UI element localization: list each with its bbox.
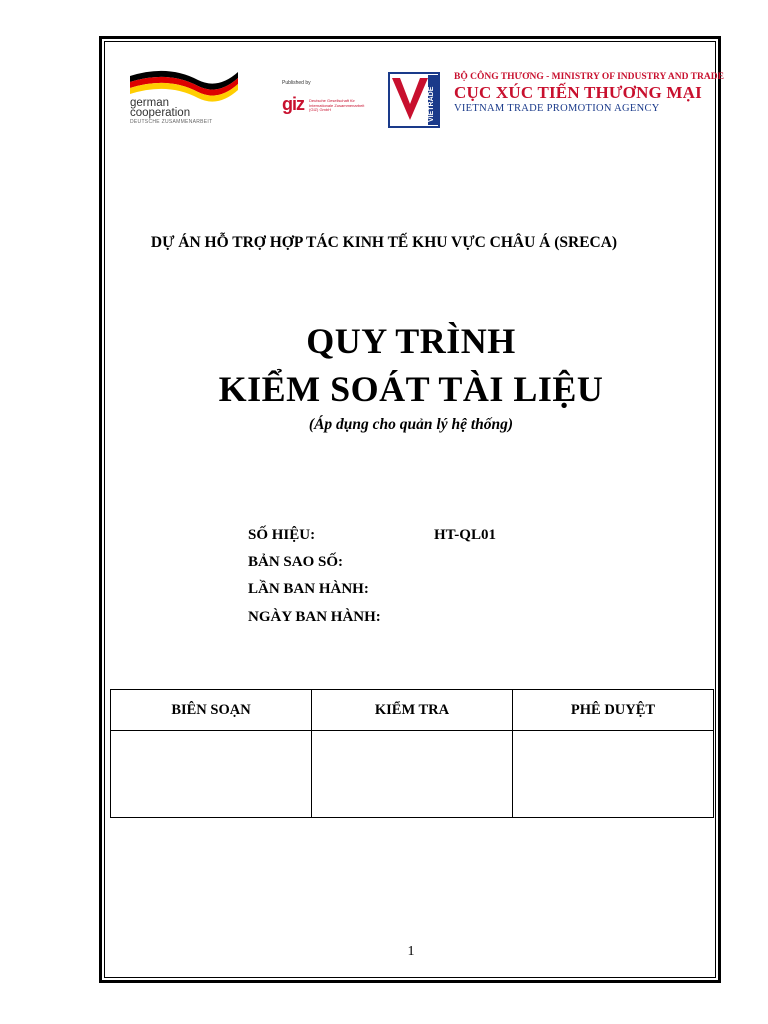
giz-mark: giz [282, 94, 304, 114]
approval-header-kiem-tra: KIỂM TRA [312, 690, 513, 731]
doc-title-line1: QUY TRÌNH [306, 321, 516, 361]
approval-header-bien-soan: BIÊN SOẠN [111, 690, 312, 731]
german-cooperation-logo [128, 66, 246, 132]
doc-title-line2: KIỂM SOÁT TÀI LIỆU [218, 369, 604, 409]
page-border [99, 36, 721, 983]
german-logo-line2: cooperation [130, 107, 191, 119]
vietrade-ministry: BỘ CÔNG THƯƠNG - MINISTRY OF INDUSTRY AND TRADE [454, 72, 724, 82]
lan-ban-hanh-label: LẦN BAN HÀNH: [248, 581, 369, 597]
page-number: 1 [407, 944, 415, 959]
vietrade-text [454, 72, 724, 114]
project-name: DỰ ÁN HỖ TRỢ HỢP TÁC KINH TẾ KHU VỰC CHÂU Á (SRECA) [150, 234, 618, 251]
ban-sao-label: BẢN SAO SỐ: [248, 554, 344, 570]
german-logo-line1: german [130, 97, 169, 109]
vietrade-agency-vn: CỤC XÚC TIẾN THƯƠNG MẠI [454, 83, 702, 102]
approval-cell-bien-soan [111, 731, 312, 818]
giz-logo [282, 80, 372, 120]
so-hieu-label: SỐ HIỆU: [248, 527, 316, 543]
vietrade-logo-icon [388, 72, 440, 128]
approval-table [110, 689, 714, 818]
giz-published-by: Published by [282, 80, 311, 86]
so-hieu-value: HT-QL01 [434, 527, 496, 543]
approval-header-phe-duyet: PHÊ DUYỆT [513, 690, 714, 731]
doc-subtitle: (Áp dụng cho quản lý hệ thống) [308, 416, 514, 433]
german-logo-line3: DEUTSCHE ZUSAMMENARBEIT [130, 119, 213, 125]
ngay-ban-hanh-label: NGÀY BAN HÀNH: [248, 609, 381, 625]
approval-cell-kiem-tra [312, 731, 513, 818]
giz-description: Deutsche Gesellschaft für Internationale Zusammenarbeit (GIZ) GmbH [309, 98, 365, 112]
svg-text:VIETRADE: VIETRADE [428, 86, 435, 122]
vietrade-agency-en: VIETNAM TRADE PROMOTION AGENCY [454, 103, 660, 114]
approval-cell-phe-duyet [513, 731, 714, 818]
